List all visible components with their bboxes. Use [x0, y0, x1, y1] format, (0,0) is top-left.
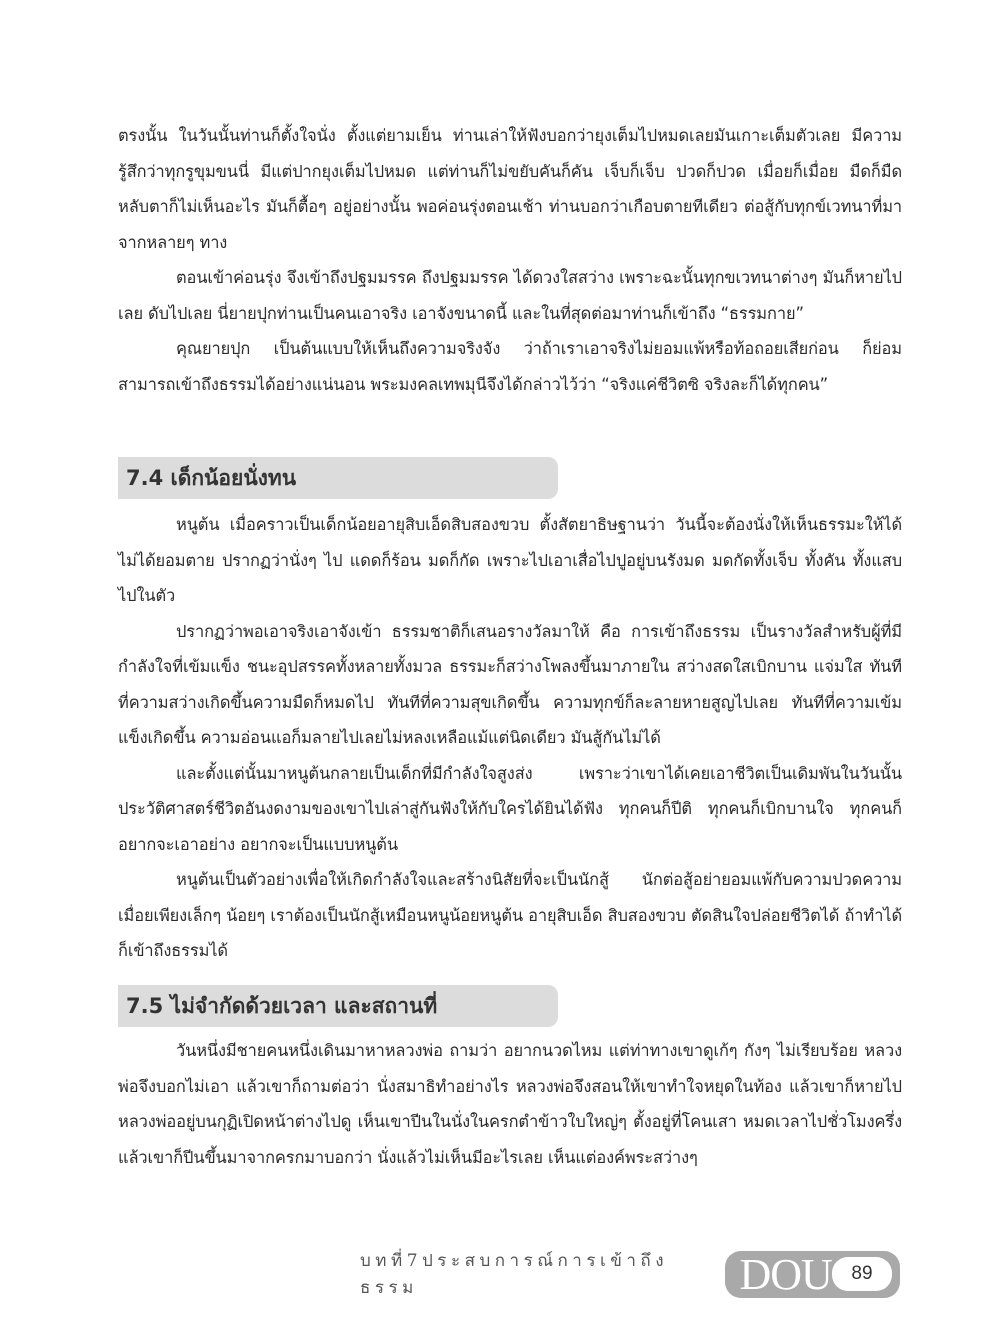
section-title: 7.5 ไม่จำกัดด้วยเวลา และสถานที่ — [126, 993, 438, 1018]
page-number: 89 — [832, 1257, 892, 1291]
paragraph: หนูต้น เมื่อคราวเป็นเด็กน้อยอายุสิบเอ็ดสิบสองขวบ ตั้งสัตยาธิษฐานว่า วันนี้จะต้องนั่งให้เห็นธรรมะให้ได้ ไม่ได้ยอมตาย ปรากฏว่านั่งๆ ไป แดดก็ร้อน มดก็กัด เพราะไปเอาเสื่อไปปูอยู่บนรังมด มดกัดทั้งเจ็บ ทั้งคัน ทั้งแสบไปในตัว — [118, 515, 902, 605]
paragraph: หนูต้นเป็นตัวอย่างเพื่อให้เกิดกำลังใจและสร้างนิสัยที่จะเป็นนักสู้ นักต่อสู้อย่ายอมแพ้กับความปวดความเมื่อยเพียงเล็กๆ น้อยๆ เราต้องเป็นนักสู้เหมือนหนูน้อยหนูต้น อายุสิบเอ็ด สิบสองขวบ ตัดสินใจปล่อยชีวิตได้ ถ้าทำได้ก็เข้าถึงธรรมได้ — [118, 870, 902, 960]
chapter-title: บทที่7ประสบการณ์การเข้าถึงธรรม — [360, 1251, 669, 1298]
section-7-5-body — [118, 1033, 902, 1175]
page-footer — [360, 1250, 900, 1298]
paragraph: วันหนึ่งมีชายคนหนึ่งเดินมาหาหลวงพ่อ ถามว่า อยากนวดไหม แต่ท่าทางเขาดูเก้ๆ กังๆ ไม่เรียบร้อย หลวงพ่อจึงบอกไม่เอา แล้วเขาก็ถามต่อว่า นั่งสมาธิทำอย่างไร หลวงพ่อจึงสอนให้เขาทำใจหยุดในท้อง แล้วเขาก็หายไป หลวงพ่ออยู่บนกุฏิเปิดหน้าต่างไปดู เห็นเขาปีนในนั่งในครกตำข้าวใบใหญ่ๆ ตั้งอยู่ที่โคนเสา หมดเวลาไปชั่วโมงครึ่ง แล้วเขาก็ปีนขึ้นมาจากครกมาบอกว่า นั่งแล้วไม่เห็นมีอะไรเลย เห็นแต่องค์พระสว่างๆ — [118, 1041, 902, 1167]
paragraph: ตอนเข้าค่อนรุ่ง จึงเข้าถึงปฐมมรรค ถึงปฐมมรรค ได้ดวงใสสว่าง เพราะฉะนั้นทุกขเวทนาต่างๆ มันก็หายไปเลย ดับไปเลย นี่ยายปุกท่านเป็นคนเอาจริง เอาจังขนาดนี้ และในที่สุดต่อมาท่านก็เข้าถึง “ธรรมกาย” — [118, 268, 902, 323]
paragraph: ปรากฏว่าพอเอาจริงเอาจังเข้า ธรรมชาติก็เสนอรางวัลมาให้ คือ การเข้าถึงธรรม เป็นรางวัลสำหรับผู้ที่มีกำลังใจที่เข้มแข็ง ชนะอุปสรรคทั้งหลายทั้งมวล ธรรมะก็สว่างโพลงขึ้นมาภายใน สว่างสดใสเบิกบาน แจ่มใส ทันทีที่ความสว่างเกิดขึ้นความมืดก็หมดไป ทันทีที่ความสุขเกิดขึ้น ความทุกข์ก็ละลายหายสูญไปเลย ทันทีที่ความเข้มแข็งเกิดขึ้น ความอ่อนแอก็มลายไปเลยไม่หลงเหลือแม้แต่นิดเดียว มันสู้กันไม่ได้ — [118, 621, 902, 747]
section-title: 7.4 เด็กน้อยนั่งทน — [126, 465, 297, 490]
section-7-4-body — [118, 507, 902, 969]
paragraph: ตรงนั้น ในวันนั้นท่านก็ตั้งใจนั่ง ตั้งแต่ยามเย็น ท่านเล่าให้ฟังบอกว่ายุงเต็มไปหมดเลยมันเกาะเต็มตัวเลย มีความรู้สึกว่าทุกรูขุมขนนี่ มีแต่ปากยุงเต็มไปหมด แต่ท่านก็ไม่ขยับคันก็คัน เจ็บก็เจ็บ ปวดก็ปวด เมื่อยก็เมื่อย มืดก็มืด หลับตาก็ไม่เห็นอะไร มันก็ตื้อๆ อยู่อย่างนั้น พอค่อนรุ่งตอนเช้า ท่านบอกว่าเกือบตายทีเดียว ต่อสู้กับทุกข์เวทนาที่มาจากหลายๆ ทาง — [118, 126, 902, 252]
section-heading-7-4 — [118, 457, 558, 499]
dou-logo: DOU — [739, 1249, 832, 1299]
intro-block — [118, 118, 902, 402]
paragraph: และตั้งแต่นั้นมาหนูต้นกลายเป็นเด็กที่มีกำลังใจสูงส่ง เพราะว่าเขาได้เคยเอาชีวิตเป็นเดิมพันในวันนั้น ประวัติศาสตร์ชีวิตอันงดงามของเขาไปเล่าสู่กันฟังให้กับใครได้ยินได้ฟัง ทุกคนก็ปีติ ทุกคนก็เบิกบานใจ ทุกคนก็อยากจะเอาอย่าง อยากจะเป็นแบบหนูต้น — [118, 763, 902, 854]
paragraph: คุณยายปุก เป็นต้นแบบให้เห็นถึงความจริงจัง ว่าถ้าเราเอาจริงไม่ยอมแพ้หรือท้อถอยเสียก่อน ก็ย่อมสามารถเข้าถึงธรรมได้อย่างแน่นอน พระมงคลเทพมุนีจึงได้กล่าวไว้ว่า “จริงแค่ชีวิตซิ จริงละก็ได้ทุกคน” — [118, 339, 902, 394]
page-badge — [725, 1251, 900, 1298]
section-heading-7-5 — [118, 985, 558, 1027]
